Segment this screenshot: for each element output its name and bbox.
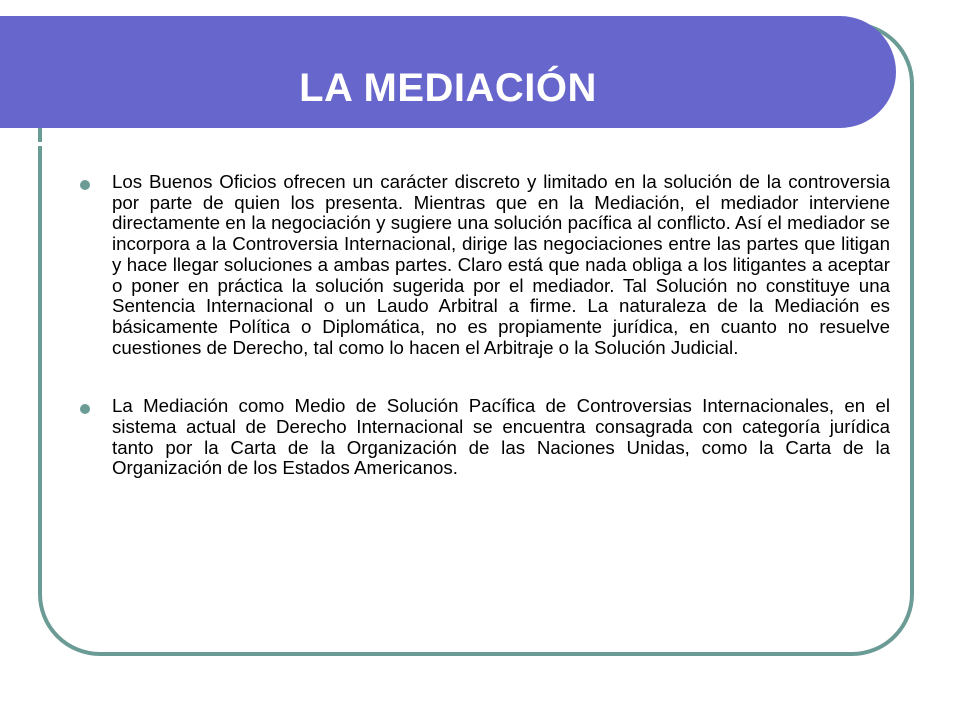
slide-title: LA MEDIACIÓN <box>299 66 597 110</box>
bullet-text: La Mediación como Medio de Solución Pacífica de Controversias Internacionales, en el sistema actual de Derecho Internacional se encuentra consagrada con categoría jurídica tanto por la Carta de la Organización de las Naciones Unidas, como la Carta de la Organización de los Estados Americanos. <box>112 395 890 479</box>
title-band <box>0 16 896 128</box>
title-underline <box>38 142 848 146</box>
bullet-text: Los Buenos Oficios ofrecen un carácter discreto y limitado en la solución de la controversia por parte de quien los presenta. Mientras que en la Mediación, el mediador interviene directamente en la negociación y sugiere una solución pacífica al conflicto. Así el mediador se incorpora a la Controversia Internacional, dirige las negociaciones entre las partes que litigan y hace llegar soluciones a ambas partes. Claro está que nada obliga a los litigantes a aceptar o poner en práctica la solución sugerida por el mediador. Tal Solución no constituye una Sentencia Internacional o un Laudo Arbitral a firme. La naturaleza de la Mediación es básicamente Política o Diplomática, no es propiamente jurídica, en cuanto no resuelve cuestiones de Derecho, tal como lo hacen el Arbitraje o la Solución Judicial. <box>112 171 890 358</box>
slide-body <box>80 172 890 479</box>
bullet-item <box>80 172 890 358</box>
bullet-item <box>80 396 890 479</box>
bullet-dot-icon <box>80 180 90 190</box>
bullet-dot-icon <box>80 404 90 414</box>
